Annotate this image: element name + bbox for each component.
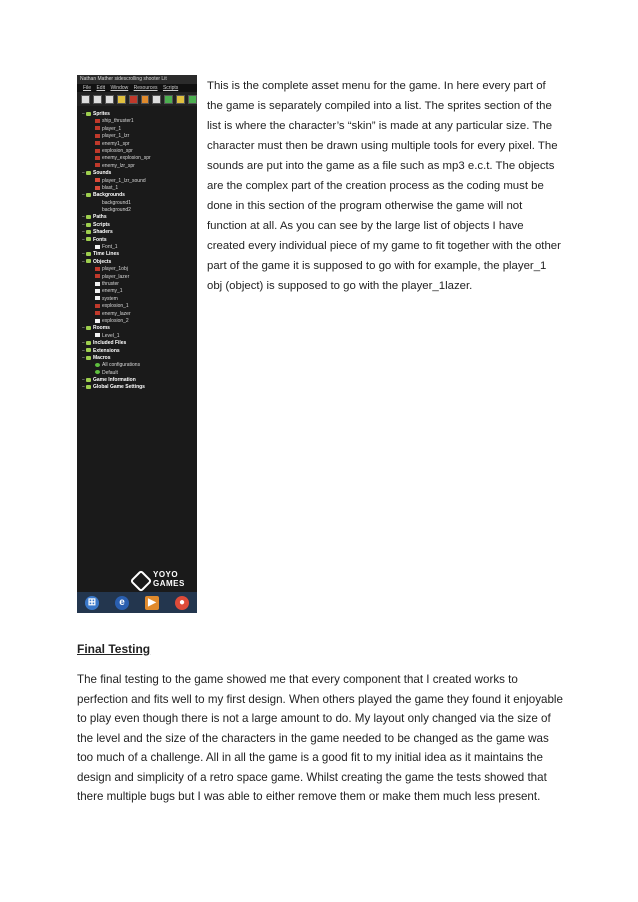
folder-icon [86,223,91,227]
tree-label: enemy_lzr_spr [102,162,135,169]
tree-label: Level_1 [102,332,120,339]
tree-item[interactable] [80,311,197,318]
resource-tree [80,111,197,392]
tree-item[interactable] [80,244,197,251]
folder-icon [86,252,91,256]
tree-folder[interactable] [80,355,197,362]
expand-icon[interactable]: − [82,221,85,228]
folder-icon [86,356,91,360]
sound-icon [95,178,100,182]
save-icon[interactable] [105,95,114,104]
tree-label: explosion_spr [102,147,133,154]
expand-icon[interactable]: − [82,377,85,384]
expand-icon[interactable]: − [82,192,85,199]
folder-icon [86,112,91,116]
tree-folder[interactable] [80,384,197,391]
sprite-icon [95,304,100,308]
folder-icon [86,193,91,197]
folder-icon [86,348,91,352]
tree-label: Fonts [93,236,107,243]
background-icon [95,208,100,212]
windows-start-icon[interactable]: ⊞ [85,596,99,610]
open-icon[interactable] [93,95,102,104]
resource-icon [95,289,100,293]
tree-item[interactable] [80,126,197,133]
asset-menu-paragraph: This is the complete asset menu for the game. In here every part of the game is separately compiled into a list. The sprites section of the list is where the character’s “skin” is made at any particular size. The character must then be drawn using multiple tools for every pixel. The sounds are put into the game as a file such as mp3 e.c.t. The objects are the complex part of the creation process as the coding must be done in this section of the program otherwise the game will not function at all. As you can see by the large list of objects I have created every individual piece of my game to fit together with the other part of the game it is supposed to go with for example, the player_1 obj (object) is supposed to go with the player_1lazer. [207,80,561,292]
tree-label: Paths [93,214,107,221]
tree-label: Included Files [93,340,127,347]
sprite-icon[interactable] [152,95,161,104]
expand-icon[interactable]: − [82,170,85,177]
folder-icon [86,341,91,345]
tree-folder[interactable] [80,170,197,177]
tree-label: Backgrounds [93,192,125,199]
tree-label: enemy_1 [102,288,123,295]
folder-icon [86,230,91,234]
folder-icon [86,259,91,263]
sprite-icon [95,119,100,123]
tree-item[interactable] [80,266,197,273]
tree-label: player_1_lzr_sound [102,177,146,184]
tree-label: Sprites [93,111,110,117]
sound-icon[interactable] [164,95,173,104]
tree-folder[interactable] [80,325,197,332]
expand-icon[interactable]: − [82,354,85,361]
sprite-icon [95,141,100,145]
tree-item[interactable] [80,133,197,140]
yoyo-logo-icon [130,570,153,593]
tree-folder[interactable] [80,259,197,266]
expand-icon[interactable]: − [82,229,85,236]
expand-icon[interactable]: − [82,258,85,265]
folder-icon [86,326,91,330]
tree-label: enemy_lazer [102,310,131,317]
tree-folder[interactable] [80,348,197,355]
tree-item[interactable] [80,303,197,310]
tree-label: system [102,295,118,302]
taskbar [77,592,197,613]
run-icon[interactable] [129,95,138,104]
tree-label: Game Information [93,377,136,384]
sprite-icon [95,126,100,130]
tree-item[interactable] [80,207,197,214]
menu-window[interactable]: Window [110,85,129,91]
tree-item[interactable] [80,370,197,377]
final-testing-paragraph: The final testing to the game showed me that every component that I created works to perfection and fits well to my first design. When others played the game they found it enjoyable to play even though there is not a large amount to do. My layout only changed via the size of the level and the size of the characters in the game needed to be changed as the game was too much of a challenge. All in all the game is a good fit to my initial idea as it maintains the design and simplicity of a retro space game. Whilst creating the game the tests showed that there multiple bugs but I was able to either remove them or make them much less present. [77,673,563,803]
menu-file[interactable]: File [83,85,92,91]
tree-label: thruster [102,280,119,287]
tree-label: blast_1 [102,184,119,191]
resource-icon [95,333,100,337]
tree-label: Objects [93,258,112,265]
tree-item[interactable] [80,200,197,207]
sprite-icon [95,267,100,271]
tree-label: ship_thruster1 [102,118,134,125]
tree-item[interactable] [80,274,197,281]
sprite-icon [95,134,100,138]
gamemaker-screenshot [77,75,197,613]
tree-label: explosion_2 [102,317,129,324]
tree-label: Scripts [93,221,110,228]
tree-label: Macros [93,354,111,361]
sprite-icon [95,163,100,167]
menu-scripts[interactable]: Scripts [162,85,179,91]
build-icon[interactable] [117,95,126,104]
tree-folder[interactable] [80,340,197,347]
tree-folder[interactable] [80,377,197,384]
tree-item[interactable] [80,178,197,185]
resource-icon [95,296,100,300]
tree-folder[interactable] [80,237,197,244]
tree-item[interactable] [80,281,197,288]
expand-icon[interactable]: − [82,214,85,221]
yoyo-games-logo [133,570,195,590]
menu-resources[interactable]: Resources [133,85,158,91]
tree-folder[interactable] [80,111,197,118]
tree-folder[interactable] [80,251,197,258]
menu-edit[interactable]: Edit [96,85,106,91]
tree-label: background1 [102,199,131,206]
tree-folder[interactable] [80,214,197,221]
expand-icon[interactable]: − [82,251,85,258]
folder-icon [86,215,91,219]
tree-folder[interactable] [80,229,197,236]
tree-label: Shaders [93,229,113,236]
tree-item[interactable] [80,118,197,125]
tree-label: Sounds [93,170,112,177]
tree-label: explosion_1 [102,303,129,310]
sprite-icon [95,311,100,315]
resource-icon [95,282,100,286]
logo-line1: YOYO [153,570,179,579]
tree-folder[interactable] [80,222,197,229]
tree-label: All configurations [102,362,141,369]
tree-label: Rooms [93,325,110,332]
tree-label: Default [102,369,118,376]
sprite-icon [95,274,100,278]
internet-explorer-icon[interactable]: e [115,596,129,610]
tree-item[interactable] [80,333,197,340]
config-icon [95,370,100,374]
folder-icon [86,385,91,389]
tree-label: background2 [102,207,131,214]
tree-label: enemy1_spr [102,140,130,147]
tree-label: Font_1 [102,244,118,251]
tree-item[interactable] [80,362,197,369]
expand-icon[interactable]: − [82,340,85,347]
background-icon [95,200,100,204]
menu-bar [77,84,197,92]
logo-line2: GAMES [153,579,185,588]
object-icon[interactable] [188,95,197,104]
tree-item[interactable] [80,155,197,162]
expand-icon[interactable]: − [82,325,85,332]
tree-label: player_lazer [102,273,130,280]
tree-item[interactable] [80,318,197,325]
sound-icon [95,186,100,190]
debug-icon[interactable] [141,95,150,104]
expand-icon[interactable]: − [82,347,85,354]
tree-label: Global Game Settings [93,384,145,391]
tree-label: Extensions [93,347,120,354]
new-icon[interactable] [81,95,90,104]
tree-item[interactable] [80,185,197,192]
background-icon[interactable] [176,95,185,104]
folder-icon [86,378,91,382]
tree-label: player_1obj [102,266,128,273]
folder-icon [86,237,91,241]
tree-label: player_1_lzr [102,133,130,140]
toolbar [77,92,197,106]
resource-icon [95,245,100,249]
sprite-icon [95,149,100,153]
media-player-icon[interactable]: ▶ [145,596,159,610]
expand-icon[interactable]: − [82,236,85,243]
tree-label: player_1 [102,125,122,132]
resource-icon [95,319,100,323]
tree-label: Time Lines [93,251,120,258]
final-testing-heading: Final Testing [77,642,151,656]
folder-icon [86,171,91,175]
tree-item[interactable] [80,141,197,148]
tree-item[interactable] [80,288,197,295]
sprite-icon [95,156,100,160]
window-title: Nathan Mather sidescrolling shooter Lit [77,75,197,84]
config-icon [95,363,100,367]
tree-item[interactable] [80,163,197,170]
expand-icon[interactable]: − [82,384,85,391]
tree-item[interactable] [80,148,197,155]
expand-icon[interactable]: − [82,111,85,117]
tree-folder[interactable] [80,192,197,199]
tree-label: enemy_explosion_spr [102,155,151,162]
chrome-icon[interactable]: ● [175,596,189,610]
tree-item[interactable] [80,296,197,303]
